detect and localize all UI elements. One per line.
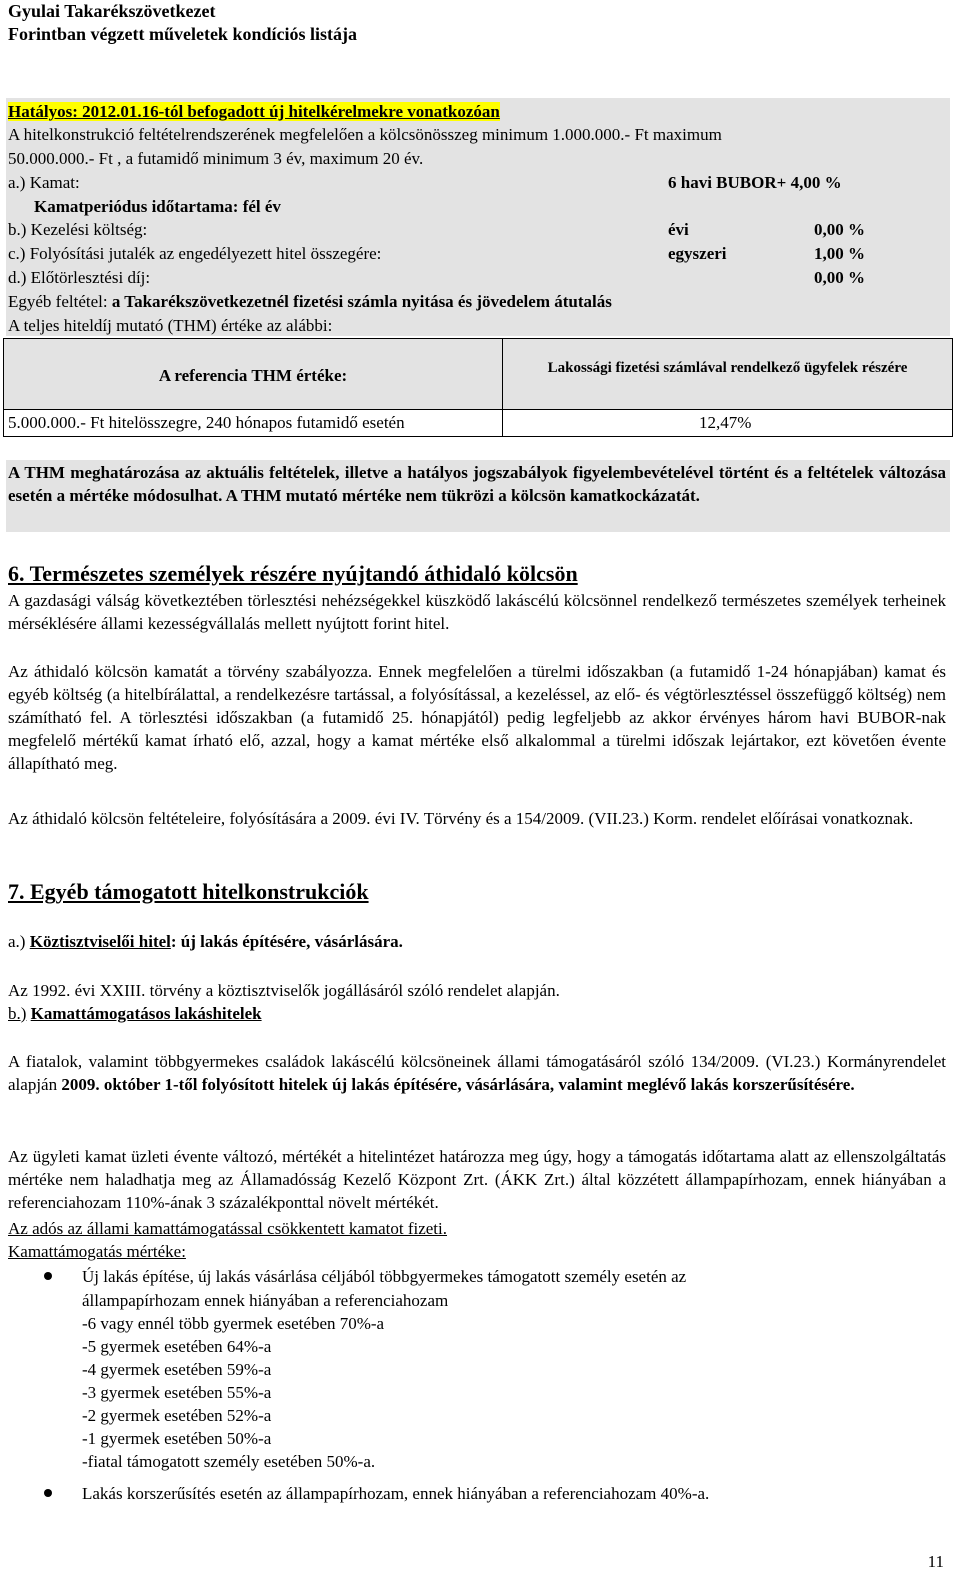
section7-a-prefix: a.) [8, 932, 26, 951]
section7-b-p1 [8, 1050, 946, 1096]
page-number: 11 [927, 1552, 944, 1571]
egyeb-label: Egyéb feltétel: [8, 292, 108, 311]
bullet-1-line-1: Új lakás építése, új lakás vásárlása céljából többgyermekes támogatott személy esetén az [82, 1267, 687, 1286]
section7-b-prefix: b.) [8, 1004, 27, 1023]
section7-b-p2: Az ügyleti kamat üzleti évente változó, mértékét a hitelintézet határozza meg úgy, hogy a támogatás időtartama alatt az ellenszolgáltatás mértéke nem haladhatja meg az Államadósság Kezelő Központ Zrt. (ÁKK Zrt.) által közzétett állampapírhozam, ennek hiányában a referenciahozam 110%-ának 3 százalékponttal növelt mértékét. [8, 1147, 946, 1212]
bullet-2-text: Lakás korszerűsítés esetén az állampapírhozam, ennek hiányában a referenciahozam 40%-a. [82, 1484, 710, 1503]
folyositasi-value: 1,00 % [814, 244, 865, 263]
section7-b-p1-bold: 2009. október 1-től folyósított hitelek új lakás építésére, vásárlására, valamint meglévő lakás korszerűsítésére. [61, 1075, 855, 1094]
section7-a-heading [8, 930, 403, 953]
bullet-1-item: -1 gyermek esetében 50%-a [82, 1429, 272, 1448]
intro-line-1: A hitelkonstrukció feltételrendszerének megfelelően a kölcsönösszeg minimum 1.000.000.- Ft maximum [8, 125, 722, 144]
thm-intro: A teljes hiteldíj mutató (THM) értéke az alábbi: [8, 316, 333, 335]
bullet-1-item: -5 gyermek esetében 64%-a [82, 1337, 272, 1356]
kamatperiodus: Kamatperiódus időtartama: fél év [34, 197, 281, 216]
bullet-1-item: -3 gyermek esetében 55%-a [82, 1383, 272, 1402]
intro-line-2: 50.000.000.- Ft , a futamidő minimum 3 év, maximum 20 év. [8, 149, 424, 168]
section6-p2: Az áthidaló kölcsön kamatát a törvény szabályozza. Ennek megfelelően a türelmi időszakban (a futamidő 1-24 hónapjában) kamat és egyéb költség (a hitelbírálattal, a rendelkezésre tartással, a folyósítással, a kezeléssel, az elő- és végtörlesztéssel összefüggő költség) nem számítható fel. A törlesztési időszakban (a futamidő 25. hónapjától) pedig legfeljebb az akkor érvényes három havi BUBOR-nak megfelelő mértékű kamat írható elő, azzal, hogy a kamat mértéke első alkalommal a türelmi időszak lejártakor, ezt követően évente állapítható meg. [8, 662, 946, 773]
section7-a-text: Az 1992. évi XXIII. törvény a köztisztviselők jogállásáról szóló rendelet alapján. [8, 981, 560, 1000]
section7-a-title: Köztisztviselői hitel [29, 932, 171, 951]
thm-row-value-cell [502, 409, 953, 437]
folyositasi-label: c.) Folyósítási jutalék az engedélyezett hitel összegére: [8, 244, 382, 263]
kezelesi-value: 0,00 % [814, 220, 865, 239]
support-label: Kamattámogatás mértéke: [8, 1242, 186, 1261]
bullet-1-item: -2 gyermek esetében 52%-a [82, 1406, 272, 1425]
elotorlesztesi-value: 0,00 % [814, 268, 865, 287]
section6-p3: Az áthidaló kölcsön feltételeire, folyósítására a 2009. évi IV. Törvény és a 154/2009. (VII.23.) Korm. rendelet előírásai vonatkoznak. [8, 809, 914, 828]
thm-col2-header: Lakossági fizetési számlával rendelkező ügyfelek részére [547, 360, 908, 376]
bullet-2-dot [44, 1489, 52, 1497]
elotorlesztesi-label: d.) Előtörlesztési díj: [8, 268, 151, 287]
kezelesi-freq: évi [668, 220, 689, 239]
kamat-value: 6 havi BUBOR+ 4,00 % [668, 173, 842, 192]
egyeb-value: a Takarékszövetkezetnél fizetési számla nyitása és jövedelem átutalás [111, 292, 612, 311]
thm-table-header-cell-1 [3, 338, 503, 410]
effective-highlight: Hatályos: 2012.01.16-tól befogadott új hitelkérelmekre vonatkozóan [8, 102, 500, 121]
thm-row-value: 12,47% [699, 413, 752, 432]
section7-b-heading [8, 1002, 262, 1025]
section7-a-rest: : új lakás építésére, vásárlására. [170, 932, 403, 951]
bullet-1-item: -4 gyermek esetében 59%-a [82, 1360, 272, 1379]
kamat-label: a.) Kamat: [8, 173, 80, 192]
egyeb-line [8, 290, 612, 313]
kezelesi-label: b.) Kezelési költség: [8, 220, 148, 239]
effective-line [8, 100, 500, 123]
section7-b-p3: Az adós az állami kamattámogatással csökkentett kamatot fizeti. [8, 1219, 448, 1238]
bullet-1-line-2: állampapírhozam ennek hiányában a referenciahozam [82, 1291, 449, 1310]
thm-row-label: 5.000.000.- Ft hitelösszegre, 240 hónapos futamidő esetén [8, 413, 405, 432]
section7-b-title: Kamattámogatásos lakáshitelek [30, 1004, 262, 1023]
doc-subtitle: Forintban végzett műveletek kondíciós listája [8, 24, 357, 44]
section6-p1: A gazdasági válság következtében törlesztési nehézségekkel küszködő lakáscélú kölcsönnel rendelkező természetes személyek terheinek mérséklésére állami kezességvállalás mellett nyújtott forint hitel. [8, 591, 946, 633]
section6-title: 6. Természetes személyek részére nyújtandó áthidaló kölcsön [8, 561, 578, 586]
thm-row-label-cell [3, 409, 503, 437]
section7-b-p1-normal: A fiatalok, valamint többgyermekes családok lakáscélú kölcsöneinek állami támogatásáról szóló 134/2009. (VI.23.) Kormányrendelet alapján [8, 1052, 946, 1094]
folyositasi-freq: egyszeri [668, 244, 727, 263]
bullet-1-dot [44, 1272, 52, 1280]
thm-note: A THM meghatározása az aktuális feltételek, illetve a hatályos jogszabályok figyelembevételével történt és a feltételek változása esetén a mértéke módosulhat. A THM mutató mértéke nem tükrözi a kölcsön kamatkockázatát. [8, 463, 946, 505]
bullet-1-item: -6 vagy ennél több gyermek esetében 70%-a [82, 1314, 385, 1333]
section7-title: 7. Egyéb támogatott hitelkonstrukciók [8, 879, 369, 904]
bullet-1-item: -fiatal támogatott személy esetében 50%-a. [82, 1452, 376, 1471]
org-name: Gyulai Takarékszövetkezet [8, 1, 216, 21]
bullet-1-list [82, 1312, 384, 1473]
thm-table-header-cell-2 [502, 338, 953, 410]
thm-col1-header: A referencia THM értéke: [158, 366, 348, 385]
